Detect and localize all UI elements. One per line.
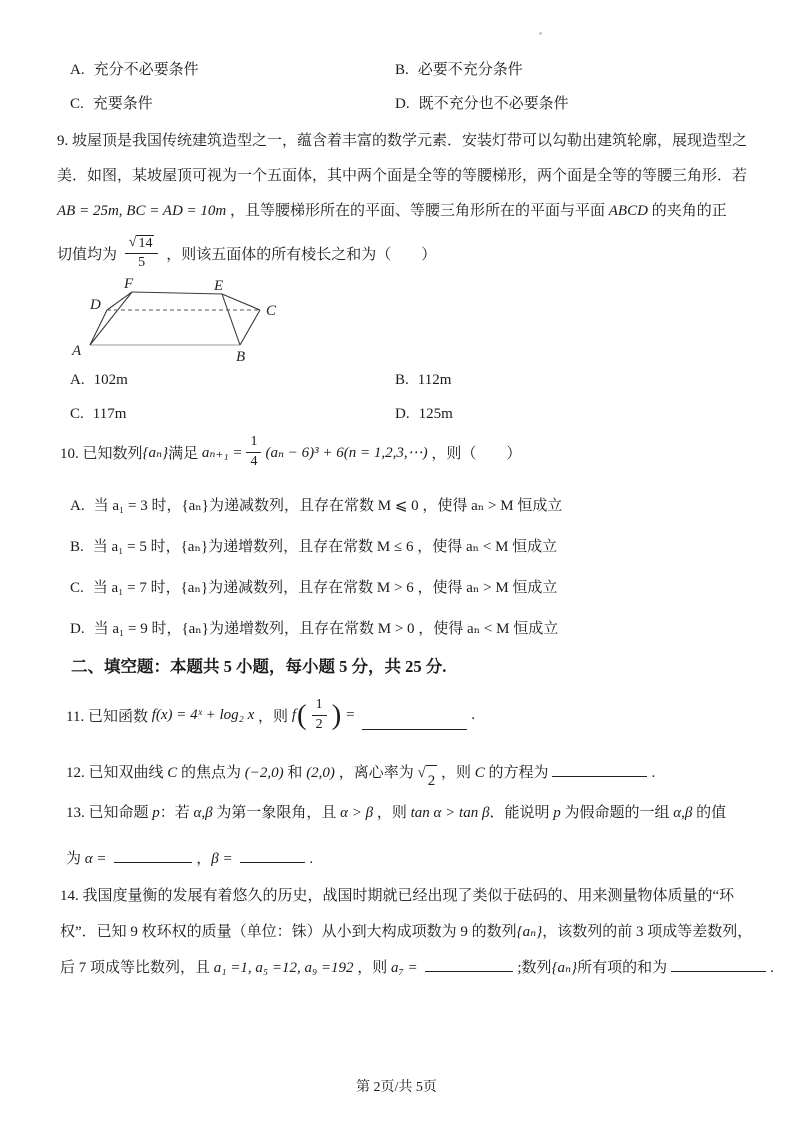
option-label: C.	[70, 406, 84, 422]
question-14	[60, 878, 774, 986]
option-row-a	[70, 492, 770, 520]
q13-tan-inequality: tan α > tan β	[410, 805, 490, 821]
q12-period: .	[651, 765, 656, 781]
option-label: C.	[70, 580, 84, 596]
option-text: 必要不充分条件	[417, 62, 523, 78]
pentahedron-figure	[62, 277, 302, 369]
vertex-label-e: E	[214, 278, 224, 294]
option-text: 125m	[418, 406, 453, 422]
vertex-label-a: A	[72, 343, 82, 359]
q13-angles2: α,β	[673, 805, 693, 821]
option-row-b	[70, 533, 770, 561]
sqrt-2: √ 2	[417, 765, 437, 796]
fraction-1-over-4: $\frac{1}{4}$	[246, 434, 261, 469]
option-text: 当 a₁ = 9 时，{aₙ}为递增数列，且存在常数 M > 0 ，使得 aₙ < M 恒成立	[93, 621, 559, 637]
q12-focus2: (2,0)	[306, 765, 335, 781]
option-label: A.	[70, 372, 85, 388]
q14-given-terms: a₁ =1, a₅ =12, a₉ =192	[213, 960, 354, 976]
q13-text6: 为假命题的一组	[560, 805, 674, 821]
option-row-d	[395, 94, 740, 114]
option-text: 当 a₁ = 7 时，{aₙ}为递减数列，且存在常数 M > 6 ，使得 aₙ > M 恒成立	[92, 580, 558, 596]
option-text: 充分不必要条件	[93, 62, 199, 78]
option-text: 102m	[93, 372, 128, 388]
q11-f: f	[291, 706, 296, 723]
q10-recurrence-lhs: aₙ₊₁ =	[201, 444, 243, 461]
q12-text2: 的焦点为	[177, 765, 245, 781]
q9-line3	[57, 194, 752, 229]
q9-line4	[57, 229, 752, 277]
option-label: D.	[70, 621, 85, 637]
q12-text3: 和	[283, 765, 307, 781]
edge-CB	[240, 310, 260, 345]
edge-FE	[132, 292, 222, 294]
vertex-label-c: C	[266, 303, 277, 319]
option-row-c	[70, 574, 770, 602]
q12-curve: C	[167, 765, 178, 781]
answer-blank	[552, 762, 647, 777]
answer-blank	[362, 715, 467, 730]
q14-line1: 14. 我国度量衡的发展有着悠久的历史，战国时期就已经出现了类似于砝码的、用来测量物体质量的“环	[60, 888, 735, 904]
q9-line1: 9. 坡屋顶是我国传统建筑造型之一，蕴含着丰富的数学元素．安装灯带可以勾勒出建筑轮廓，展现造型之	[57, 133, 748, 149]
q9-line4-text2: ，则该五面体的所有棱长之和为（ ）	[162, 246, 437, 263]
q10-text3: ，则（ ）	[427, 445, 522, 462]
section-2-title: 二、填空题：本题共 5 小题，每小题 5 分，共 25 分.	[71, 657, 447, 676]
answer-blank	[671, 957, 766, 972]
option-text: 117m	[92, 406, 127, 422]
q12-focus1: (−2,0)	[244, 765, 284, 781]
edge-EB	[222, 294, 240, 345]
q13-text2: ：若	[159, 805, 194, 821]
q10-text2: 满足	[168, 445, 202, 462]
q12-text5: ，则	[437, 765, 475, 781]
q13-text4: ，则	[373, 805, 411, 821]
question-12	[66, 758, 655, 796]
question-11: 11. 已知函数 f(x) = 4ˣ + log₂ x ，则 f ( $\frac{1}{2}$ ) = .	[66, 697, 476, 732]
q13-p2: p	[553, 805, 561, 821]
q13-comma: ，	[196, 851, 212, 867]
q9-line2: 美．如图，某坡屋顶可视为一个五面体，其中两个面是全等的等腰梯形，两个面是全等的等腰三角形．若	[57, 168, 748, 184]
answer-blank	[114, 848, 192, 863]
q9-measurements: AB = 25m, BC = AD = 10m	[57, 203, 227, 219]
q11-text: 11. 已知函数	[66, 708, 152, 725]
q11-period: .	[471, 706, 476, 723]
option-label: D.	[395, 96, 410, 112]
vertex-label-f: F	[124, 277, 134, 292]
stray-mark	[539, 32, 542, 35]
fraction-1-over-2: $\frac{1}{2}$	[312, 697, 327, 732]
question-9-stem	[57, 124, 752, 277]
q14-sequence2: {aₙ}	[551, 960, 578, 976]
q9-line3-text2: 的夹角的正	[647, 203, 727, 219]
option-label: A.	[70, 62, 85, 78]
option-row-c	[70, 404, 395, 424]
answer-blank	[425, 957, 513, 972]
q11-equals: =	[342, 706, 359, 723]
q10-sequence: {aₙ}	[142, 444, 169, 461]
option-label: C.	[70, 96, 84, 112]
q10-text: 10. 已知数列	[60, 445, 143, 462]
q14-a7-eq: a₇ =	[391, 960, 422, 976]
option-row-d	[395, 404, 740, 424]
q14-period: .	[770, 960, 774, 976]
q13-p: p	[152, 805, 160, 821]
q14-semi: ;数列	[517, 960, 552, 976]
q13-angles: α,β	[193, 805, 213, 821]
option-label: B.	[70, 539, 84, 555]
q14-line3	[60, 950, 774, 986]
q14-line3-text3: 所有项的和为	[577, 960, 668, 976]
question-13-line1	[66, 798, 726, 828]
option-row-b	[395, 60, 740, 80]
q12-text: 12. 已知双曲线	[66, 765, 168, 781]
option-row-d	[70, 615, 770, 643]
option-label: A.	[70, 498, 85, 514]
q9-line3-text: ，且等腰梯形所在的平面、等腰三角形所在的平面与平面	[226, 203, 609, 219]
edge-EC	[222, 294, 260, 310]
q12-curve2: C	[474, 765, 485, 781]
option-text: 充要条件	[92, 96, 153, 112]
q14-line2	[60, 914, 760, 950]
q14-line2-text: 权”．已知 9 枚环权的质量（单位：铢）从小到大构成项数为 9 的数列	[60, 924, 517, 940]
option-text: 当 a₁ = 3 时，{aₙ}为递减数列，且存在常数 M ⩽ 0 ，使得 aₙ > M 恒成立	[93, 498, 563, 514]
question-13-line2	[66, 844, 313, 874]
vertex-label-d: D	[90, 297, 101, 313]
question-8-options	[70, 60, 740, 114]
option-row-a	[70, 370, 395, 390]
option-row-a	[70, 60, 395, 80]
q10-recurrence-rhs: (aₙ − 6)³ + 6(n = 1,2,3,⋯)	[265, 444, 428, 461]
option-label: D.	[395, 406, 410, 422]
vertex-label-b: B	[236, 349, 246, 365]
q12-text6: 的方程为	[484, 765, 549, 781]
q13-text7: 的值	[692, 805, 727, 821]
q9-plane-abcd: ABCD	[608, 203, 648, 219]
q13-inequality: α > β	[340, 805, 374, 821]
option-row-c	[70, 94, 395, 114]
page-number: 第 2页/共 5页	[356, 1080, 437, 1095]
radical-sign: √	[128, 234, 137, 250]
q13-text3: 为第一象限角，且	[212, 805, 341, 821]
q12-text4: ，离心率为	[334, 765, 418, 781]
q14-line2-text2: ，该数列的前 3 项成等差数列，	[542, 924, 753, 940]
option-text: 112m	[417, 372, 452, 388]
q13-beta-eq: β =	[211, 851, 237, 867]
option-text: 既不充分也不必要条件	[418, 96, 569, 112]
q14-line3-text2: ，则	[353, 960, 392, 976]
q14-sequence: {aₙ}	[516, 924, 543, 940]
q11-text2: ，则	[254, 708, 292, 725]
q13-alpha-eq: α =	[84, 851, 111, 867]
option-text: 当 a₁ = 5 时，{aₙ}为递增数列，且存在常数 M ≤ 6 ，使得 aₙ < M 恒成立	[92, 539, 558, 555]
q13-text: 13. 已知命题	[66, 805, 153, 821]
q14-line3-text: 后 7 项成等比数列，且	[60, 960, 214, 976]
fraction-sqrt14-over-5: √ 14 5	[125, 235, 159, 271]
option-label: B.	[395, 372, 409, 388]
q13-line2-text: 为	[66, 851, 85, 867]
sqrt-14: √ 14	[128, 234, 153, 251]
q11-function: f(x) = 4ˣ + log₂ x	[151, 706, 255, 723]
question-10-stem	[60, 426, 521, 478]
option-label: B.	[395, 62, 409, 78]
question-10-options	[70, 492, 770, 656]
q9-line4-text: 切值均为	[57, 246, 121, 263]
option-row-b	[395, 370, 740, 390]
question-9-options	[70, 370, 740, 424]
radical-sign: √	[417, 765, 426, 781]
answer-blank	[240, 848, 305, 863]
q13-text5: ．能说明	[489, 805, 554, 821]
q13-period: .	[309, 851, 314, 867]
